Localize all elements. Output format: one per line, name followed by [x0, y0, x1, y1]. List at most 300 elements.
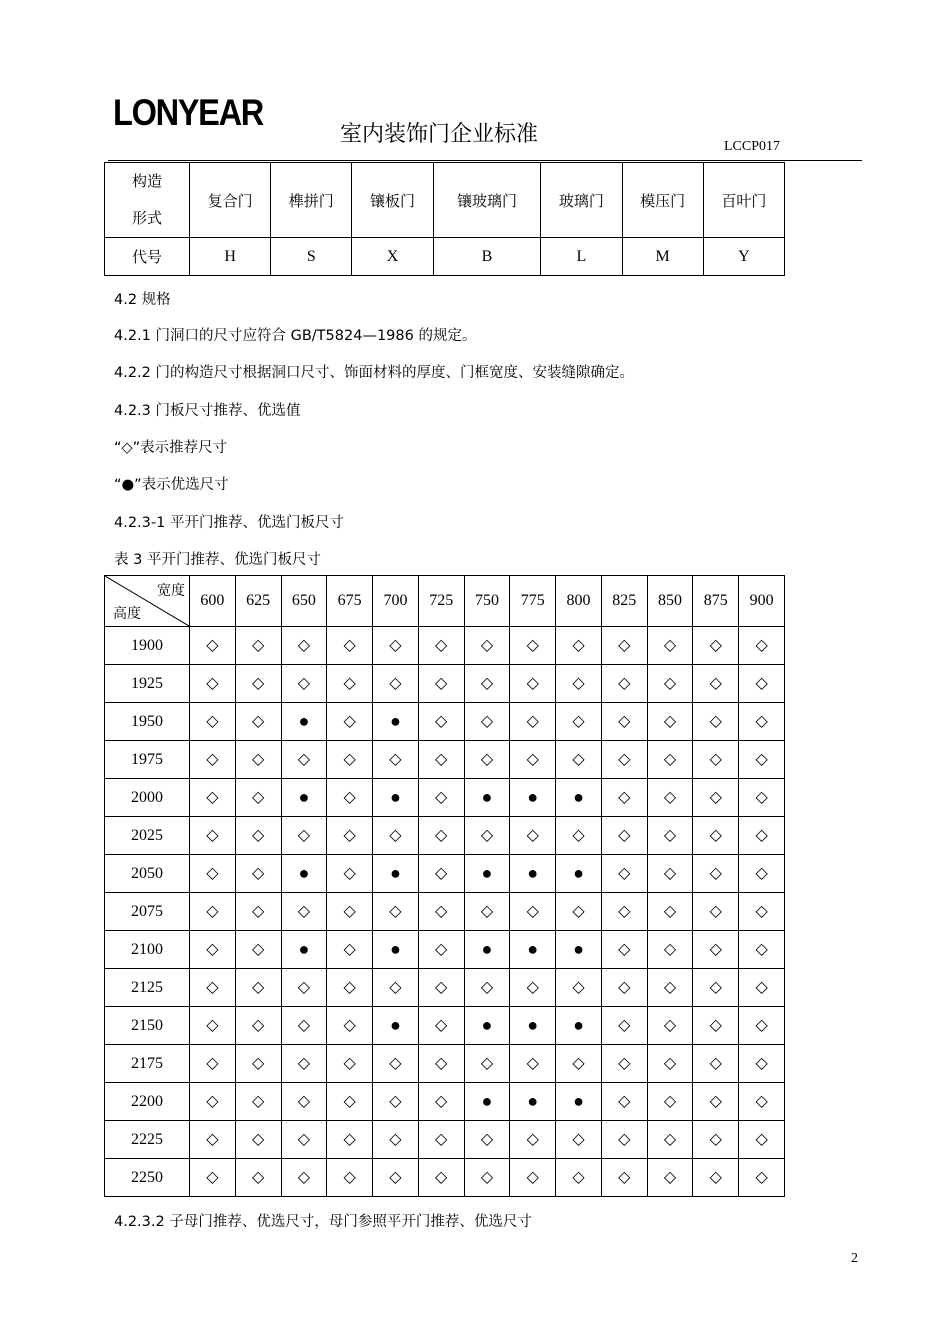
diamond-symbol: ◇: [389, 750, 402, 768]
recommended-size-cell: [281, 969, 327, 1007]
diamond-symbol: ◇: [526, 750, 539, 768]
recommended-size-cell: [418, 817, 464, 855]
recommended-size-cell: [601, 703, 647, 741]
diamond-symbol: ◇: [251, 940, 265, 958]
diamond-symbol: ◇: [572, 750, 585, 768]
recommended-size-cell: [601, 665, 647, 703]
diamond-symbol: ◇: [480, 750, 494, 768]
recommended-size-cell: [373, 817, 419, 855]
diamond-symbol: ◇: [618, 1054, 631, 1072]
diamond-symbol: ◇: [755, 674, 768, 692]
preferred-size-cell: [464, 779, 510, 817]
code-cell: L: [541, 238, 622, 276]
width-axis-label: 宽度: [157, 583, 185, 599]
recommended-size-cell: [464, 703, 510, 741]
diamond-symbol: ◇: [435, 864, 448, 882]
diamond-symbol: ◇: [618, 1130, 631, 1148]
diamond-symbol: ◇: [343, 1130, 356, 1148]
diamond-symbol: ◇: [206, 1130, 219, 1148]
recommended-size-cell: [464, 893, 510, 931]
recommended-size-cell: [327, 1007, 373, 1045]
recommended-size-cell: [235, 741, 281, 779]
diamond-symbol: ◇: [343, 902, 356, 920]
height-label-cell: 2200: [105, 1083, 190, 1121]
diamond-symbol: ◇: [297, 1130, 311, 1148]
diamond-symbol: ◇: [709, 1168, 722, 1186]
recommended-size-cell: [190, 1083, 236, 1121]
diamond-symbol: ◇: [206, 864, 219, 882]
diamond-symbol: ◇: [755, 1168, 768, 1186]
recommended-size-cell: [190, 1159, 236, 1197]
type-cell: 模压门: [622, 163, 703, 238]
filled-dot-symbol: ●: [390, 862, 401, 883]
diamond-symbol: ◇: [709, 712, 722, 730]
type-row-label-line2: 形式: [131, 209, 162, 227]
recommended-size-cell: [418, 627, 464, 665]
diamond-symbol: ◇: [572, 826, 585, 844]
diamond-symbol: ◇: [435, 940, 448, 958]
diamond-symbol: ◇: [251, 712, 265, 730]
diamond-symbol: ◇: [709, 902, 722, 920]
filled-dot-symbol: ●: [481, 862, 493, 883]
filled-dot-symbol: ●: [390, 1014, 401, 1035]
recommended-size-cell: [418, 741, 464, 779]
recommended-size-cell: [281, 1007, 327, 1045]
recommended-size-cell: [464, 1121, 510, 1159]
diamond-symbol: ◇: [709, 1130, 722, 1148]
recommended-size-cell: [235, 627, 281, 665]
filled-dot-symbol: ●: [298, 862, 310, 883]
diamond-symbol: ◇: [572, 712, 585, 730]
recommended-size-cell: [647, 1007, 693, 1045]
recommended-size-cell: [418, 1083, 464, 1121]
diamond-symbol: ◇: [297, 978, 311, 996]
matrix-corner-cell: [105, 576, 190, 627]
filled-dot-symbol: ●: [298, 710, 310, 731]
diamond-symbol: ◇: [389, 1130, 402, 1148]
diamond-symbol: ◇: [526, 978, 539, 996]
height-label-cell: 1950: [105, 703, 190, 741]
type-row: [105, 163, 785, 238]
diamond-symbol: ◇: [343, 1168, 356, 1186]
recommended-size-cell: [601, 817, 647, 855]
diamond-symbol: ◇: [206, 1168, 219, 1186]
recommended-size-cell: [464, 1045, 510, 1083]
height-label-cell: 1900: [105, 627, 190, 665]
matrix-row: [105, 703, 785, 741]
diamond-symbol: ◇: [435, 1054, 448, 1072]
diamond-symbol: ◇: [206, 636, 219, 654]
diamond-symbol: ◇: [251, 826, 265, 844]
preferred-size-cell: [281, 703, 327, 741]
preferred-size-cell: [373, 779, 419, 817]
matrix-row: [105, 779, 785, 817]
preferred-size-cell: [464, 855, 510, 893]
diamond-symbol: ◇: [435, 788, 448, 806]
recommended-size-cell: [327, 855, 373, 893]
recommended-size-cell: [327, 627, 373, 665]
recommended-size-cell: [327, 893, 373, 931]
diamond-symbol: ◇: [709, 864, 722, 882]
recommended-size-cell: [556, 893, 602, 931]
recommended-size-cell: [235, 1083, 281, 1121]
diamond-symbol: ◇: [389, 1054, 402, 1072]
width-header-cell: 700: [373, 576, 419, 627]
preferred-size-cell: [464, 1007, 510, 1045]
legend-preferred: “●”表示优选尺寸: [114, 477, 229, 493]
preferred-size-cell: [556, 779, 602, 817]
diamond-symbol: ◇: [663, 978, 677, 996]
type-cell: 复合门: [190, 163, 271, 238]
preferred-size-cell: [464, 931, 510, 969]
diamond-symbol: ◇: [526, 636, 539, 654]
recommended-size-cell: [693, 1159, 739, 1197]
diamond-symbol: ◇: [343, 712, 356, 730]
recommended-size-cell: [739, 931, 785, 969]
recommended-size-cell: [281, 817, 327, 855]
diamond-symbol: ◇: [526, 826, 539, 844]
diamond-symbol: ◇: [206, 940, 219, 958]
recommended-size-cell: [464, 665, 510, 703]
diamond-symbol: ◇: [618, 940, 631, 958]
recommended-size-cell: [190, 627, 236, 665]
diamond-symbol: ◇: [297, 902, 311, 920]
diamond-symbol: ◇: [618, 1168, 631, 1186]
diamond-symbol: ◇: [618, 750, 631, 768]
diamond-symbol: ◇: [526, 902, 539, 920]
diamond-symbol: ◇: [206, 978, 219, 996]
recommended-size-cell: [693, 741, 739, 779]
matrix-row: [105, 1159, 785, 1197]
diamond-symbol: ◇: [709, 978, 722, 996]
filled-dot-symbol: ●: [573, 1014, 584, 1035]
recommended-size-cell: [418, 855, 464, 893]
matrix-row: [105, 1007, 785, 1045]
recommended-size-cell: [556, 1121, 602, 1159]
recommended-size-cell: [601, 1083, 647, 1121]
diamond-symbol: ◇: [297, 1092, 311, 1110]
recommended-size-cell: [739, 893, 785, 931]
height-label-cell: 2150: [105, 1007, 190, 1045]
type-cell: 玻璃门: [541, 163, 622, 238]
recommended-size-cell: [693, 1045, 739, 1083]
diamond-symbol: ◇: [618, 788, 631, 806]
recommended-size-cell: [464, 627, 510, 665]
diamond-symbol: ◇: [435, 712, 448, 730]
recommended-size-cell: [281, 1121, 327, 1159]
type-cell: 百叶门: [703, 163, 784, 238]
recommended-size-cell: [647, 665, 693, 703]
diamond-symbol: ◇: [343, 788, 356, 806]
diamond-symbol: ◇: [526, 1168, 539, 1186]
diamond-symbol: ◇: [526, 1054, 539, 1072]
diamond-symbol: ◇: [251, 636, 265, 654]
preferred-size-cell: [281, 855, 327, 893]
recommended-size-cell: [327, 741, 373, 779]
diamond-symbol: ◇: [297, 750, 311, 768]
recommended-size-cell: [373, 665, 419, 703]
recommended-size-cell: [190, 817, 236, 855]
diamond-symbol: ◇: [618, 902, 631, 920]
recommended-size-cell: [281, 665, 327, 703]
recommended-size-cell: [235, 779, 281, 817]
diamond-symbol: ◇: [251, 750, 265, 768]
recommended-size-cell: [190, 855, 236, 893]
recommended-size-cell: [418, 969, 464, 1007]
diamond-symbol: ◇: [755, 712, 768, 730]
diamond-symbol: ◇: [663, 826, 677, 844]
diamond-symbol: ◇: [206, 750, 219, 768]
diamond-symbol: ◇: [206, 674, 219, 692]
recommended-size-cell: [190, 703, 236, 741]
diamond-symbol: ◇: [480, 978, 494, 996]
diamond-symbol: ◇: [755, 1130, 768, 1148]
recommended-size-cell: [647, 627, 693, 665]
recommended-size-cell: [373, 1159, 419, 1197]
diamond-symbol: ◇: [435, 1016, 448, 1034]
table-caption: 表 3 平开门推荐、优选门板尺寸: [114, 552, 321, 568]
diamond-symbol: ◇: [251, 1016, 265, 1034]
recommended-size-cell: [510, 1159, 556, 1197]
diamond-symbol: ◇: [389, 978, 402, 996]
filled-dot-symbol: ●: [527, 1014, 539, 1035]
recommended-size-cell: [281, 1159, 327, 1197]
recommended-size-cell: [739, 703, 785, 741]
recommended-size-cell: [739, 1045, 785, 1083]
width-header-cell: 750: [464, 576, 510, 627]
height-axis-label: 高度: [113, 606, 141, 622]
diamond-symbol: ◇: [663, 864, 677, 882]
diamond-symbol: ◇: [480, 674, 494, 692]
diamond-symbol: ◇: [709, 1016, 722, 1034]
preferred-size-cell: [556, 931, 602, 969]
diamond-symbol: ◇: [435, 1092, 448, 1110]
section-heading-spec: 4.2 规格: [114, 292, 171, 308]
recommended-size-cell: [418, 1159, 464, 1197]
recommended-size-cell: [327, 1159, 373, 1197]
diamond-symbol: ◇: [206, 1016, 219, 1034]
recommended-size-cell: [327, 703, 373, 741]
diamond-symbol: ◇: [663, 1168, 677, 1186]
recommended-size-cell: [327, 817, 373, 855]
recommended-size-cell: [418, 703, 464, 741]
filled-dot-symbol: ●: [298, 938, 310, 959]
height-label-cell: 2225: [105, 1121, 190, 1159]
recommended-size-cell: [739, 817, 785, 855]
recommended-size-cell: [281, 893, 327, 931]
recommended-size-cell: [739, 1083, 785, 1121]
diamond-symbol: ◇: [755, 940, 768, 958]
recommended-size-cell: [556, 703, 602, 741]
recommended-size-cell: [556, 627, 602, 665]
diamond-symbol: ◇: [709, 940, 722, 958]
diamond-symbol: ◇: [709, 788, 722, 806]
recommended-size-cell: [418, 779, 464, 817]
filled-dot-symbol: ●: [573, 786, 584, 807]
recommended-size-cell: [647, 893, 693, 931]
height-label-cell: 2025: [105, 817, 190, 855]
type-cell: 镶玻璃门: [433, 163, 541, 238]
diamond-symbol: ◇: [663, 1016, 677, 1034]
diamond-symbol: ◇: [755, 1016, 768, 1034]
recommended-size-cell: [739, 627, 785, 665]
recommended-size-cell: [647, 741, 693, 779]
recommended-size-cell: [601, 931, 647, 969]
diamond-symbol: ◇: [755, 750, 768, 768]
diamond-symbol: ◇: [251, 674, 265, 692]
diamond-symbol: ◇: [343, 864, 356, 882]
diamond-symbol: ◇: [618, 978, 631, 996]
preferred-size-cell: [281, 931, 327, 969]
width-header-cell: 900: [739, 576, 785, 627]
recommended-size-cell: [281, 741, 327, 779]
diamond-symbol: ◇: [251, 1168, 265, 1186]
filled-dot-symbol: ●: [390, 938, 401, 959]
paragraph-4-2-2: 4.2.2 门的构造尺寸根据洞口尺寸、饰面材料的厚度、门框宽度、安装缝隙确定。: [114, 365, 635, 381]
recommended-size-cell: [510, 741, 556, 779]
diamond-symbol: ◇: [251, 788, 265, 806]
recommended-size-cell: [647, 931, 693, 969]
recommended-size-cell: [601, 1045, 647, 1083]
paragraph-4-2-3-2: 4.2.3.2 子母门推荐、优选尺寸，母门参照平开门推荐、优选尺寸: [114, 1214, 532, 1230]
filled-dot-symbol: ●: [481, 1090, 493, 1111]
recommended-size-cell: [373, 969, 419, 1007]
recommended-size-cell: [510, 893, 556, 931]
matrix-row: [105, 1083, 785, 1121]
recommended-size-cell: [510, 1121, 556, 1159]
recommended-size-cell: [418, 1007, 464, 1045]
page-number: 2: [851, 1251, 858, 1266]
recommended-size-cell: [373, 893, 419, 931]
preferred-size-cell: [281, 779, 327, 817]
recommended-size-cell: [693, 1083, 739, 1121]
recommended-size-cell: [693, 1121, 739, 1159]
diamond-symbol: ◇: [618, 1016, 631, 1034]
diamond-symbol: ◇: [297, 826, 311, 844]
diamond-symbol: ◇: [709, 1092, 722, 1110]
diamond-symbol: ◇: [480, 636, 494, 654]
recommended-size-cell: [510, 1045, 556, 1083]
diamond-symbol: ◇: [206, 712, 219, 730]
diamond-symbol: ◇: [480, 826, 494, 844]
diamond-symbol: ◇: [251, 864, 265, 882]
diamond-symbol: ◇: [435, 902, 448, 920]
recommended-size-cell: [739, 779, 785, 817]
preferred-size-cell: [510, 931, 556, 969]
filled-dot-symbol: ●: [481, 938, 493, 959]
recommended-size-cell: [373, 627, 419, 665]
door-type-table: [104, 162, 785, 276]
matrix-row: [105, 627, 785, 665]
width-header-cell: 600: [190, 576, 236, 627]
recommended-size-cell: [190, 1007, 236, 1045]
recommended-size-cell: [556, 741, 602, 779]
diamond-symbol: ◇: [435, 1130, 448, 1148]
recommended-size-cell: [693, 969, 739, 1007]
diamond-symbol: ◇: [572, 1054, 585, 1072]
width-header-cell: 725: [418, 576, 464, 627]
diamond-symbol: ◇: [663, 1092, 677, 1110]
recommended-size-cell: [190, 1045, 236, 1083]
diamond-symbol: ◇: [435, 826, 448, 844]
recommended-size-cell: [693, 627, 739, 665]
diamond-symbol: ◇: [618, 826, 631, 844]
diamond-symbol: ◇: [755, 788, 768, 806]
diamond-symbol: ◇: [206, 788, 219, 806]
recommended-size-cell: [739, 665, 785, 703]
recommended-size-cell: [510, 627, 556, 665]
recommended-size-cell: [327, 1083, 373, 1121]
recommended-size-cell: [327, 1121, 373, 1159]
matrix-row: [105, 1045, 785, 1083]
diamond-symbol: ◇: [251, 1054, 265, 1072]
diamond-symbol: ◇: [709, 1054, 722, 1072]
recommended-size-cell: [556, 817, 602, 855]
recommended-size-cell: [327, 779, 373, 817]
recommended-size-cell: [235, 1121, 281, 1159]
paragraph-4-2-1: 4.2.1 门洞口的尺寸应符合 GB/T5824—1986 的规定。: [114, 328, 477, 344]
diamond-symbol: ◇: [663, 712, 677, 730]
recommended-size-cell: [556, 969, 602, 1007]
diamond-symbol: ◇: [435, 750, 448, 768]
width-header-cell: 625: [235, 576, 281, 627]
recommended-size-cell: [739, 969, 785, 1007]
diamond-symbol: ◇: [343, 1054, 356, 1072]
diamond-symbol: ◇: [618, 864, 631, 882]
diamond-symbol: ◇: [343, 940, 356, 958]
code-cell: S: [271, 238, 352, 276]
recommended-size-cell: [190, 779, 236, 817]
filled-dot-symbol: ●: [390, 710, 401, 731]
recommended-size-cell: [693, 703, 739, 741]
type-cell: 榫拼门: [271, 163, 352, 238]
recommended-size-cell: [235, 855, 281, 893]
diamond-symbol: ◇: [755, 864, 768, 882]
preferred-size-cell: [510, 855, 556, 893]
diamond-symbol: ◇: [572, 636, 585, 654]
recommended-size-cell: [601, 893, 647, 931]
filled-dot-symbol: ●: [298, 786, 310, 807]
door-size-matrix: [104, 575, 785, 1197]
diamond-symbol: ◇: [663, 636, 677, 654]
diamond-symbol: ◇: [297, 1016, 311, 1034]
diamond-symbol: ◇: [663, 750, 677, 768]
width-header-cell: 800: [556, 576, 602, 627]
recommended-size-cell: [601, 1121, 647, 1159]
code-cell: B: [433, 238, 541, 276]
recommended-size-cell: [601, 779, 647, 817]
diamond-symbol: ◇: [709, 826, 722, 844]
diamond-symbol: ◇: [618, 674, 631, 692]
recommended-size-cell: [739, 1007, 785, 1045]
preferred-size-cell: [510, 779, 556, 817]
recommended-size-cell: [647, 1159, 693, 1197]
diamond-symbol: ◇: [389, 902, 402, 920]
diamond-symbol: ◇: [663, 940, 677, 958]
width-header-cell: 675: [327, 576, 373, 627]
diamond-symbol: ◇: [572, 978, 585, 996]
document-code: LCCP017: [724, 139, 781, 154]
recommended-size-cell: [556, 665, 602, 703]
recommended-size-cell: [739, 855, 785, 893]
company-logo: LONYEAR: [113, 92, 263, 133]
diamond-symbol: ◇: [526, 674, 539, 692]
recommended-size-cell: [464, 817, 510, 855]
diamond-symbol: ◇: [389, 636, 402, 654]
recommended-size-cell: [647, 1083, 693, 1121]
height-label-cell: 2100: [105, 931, 190, 969]
recommended-size-cell: [235, 1007, 281, 1045]
